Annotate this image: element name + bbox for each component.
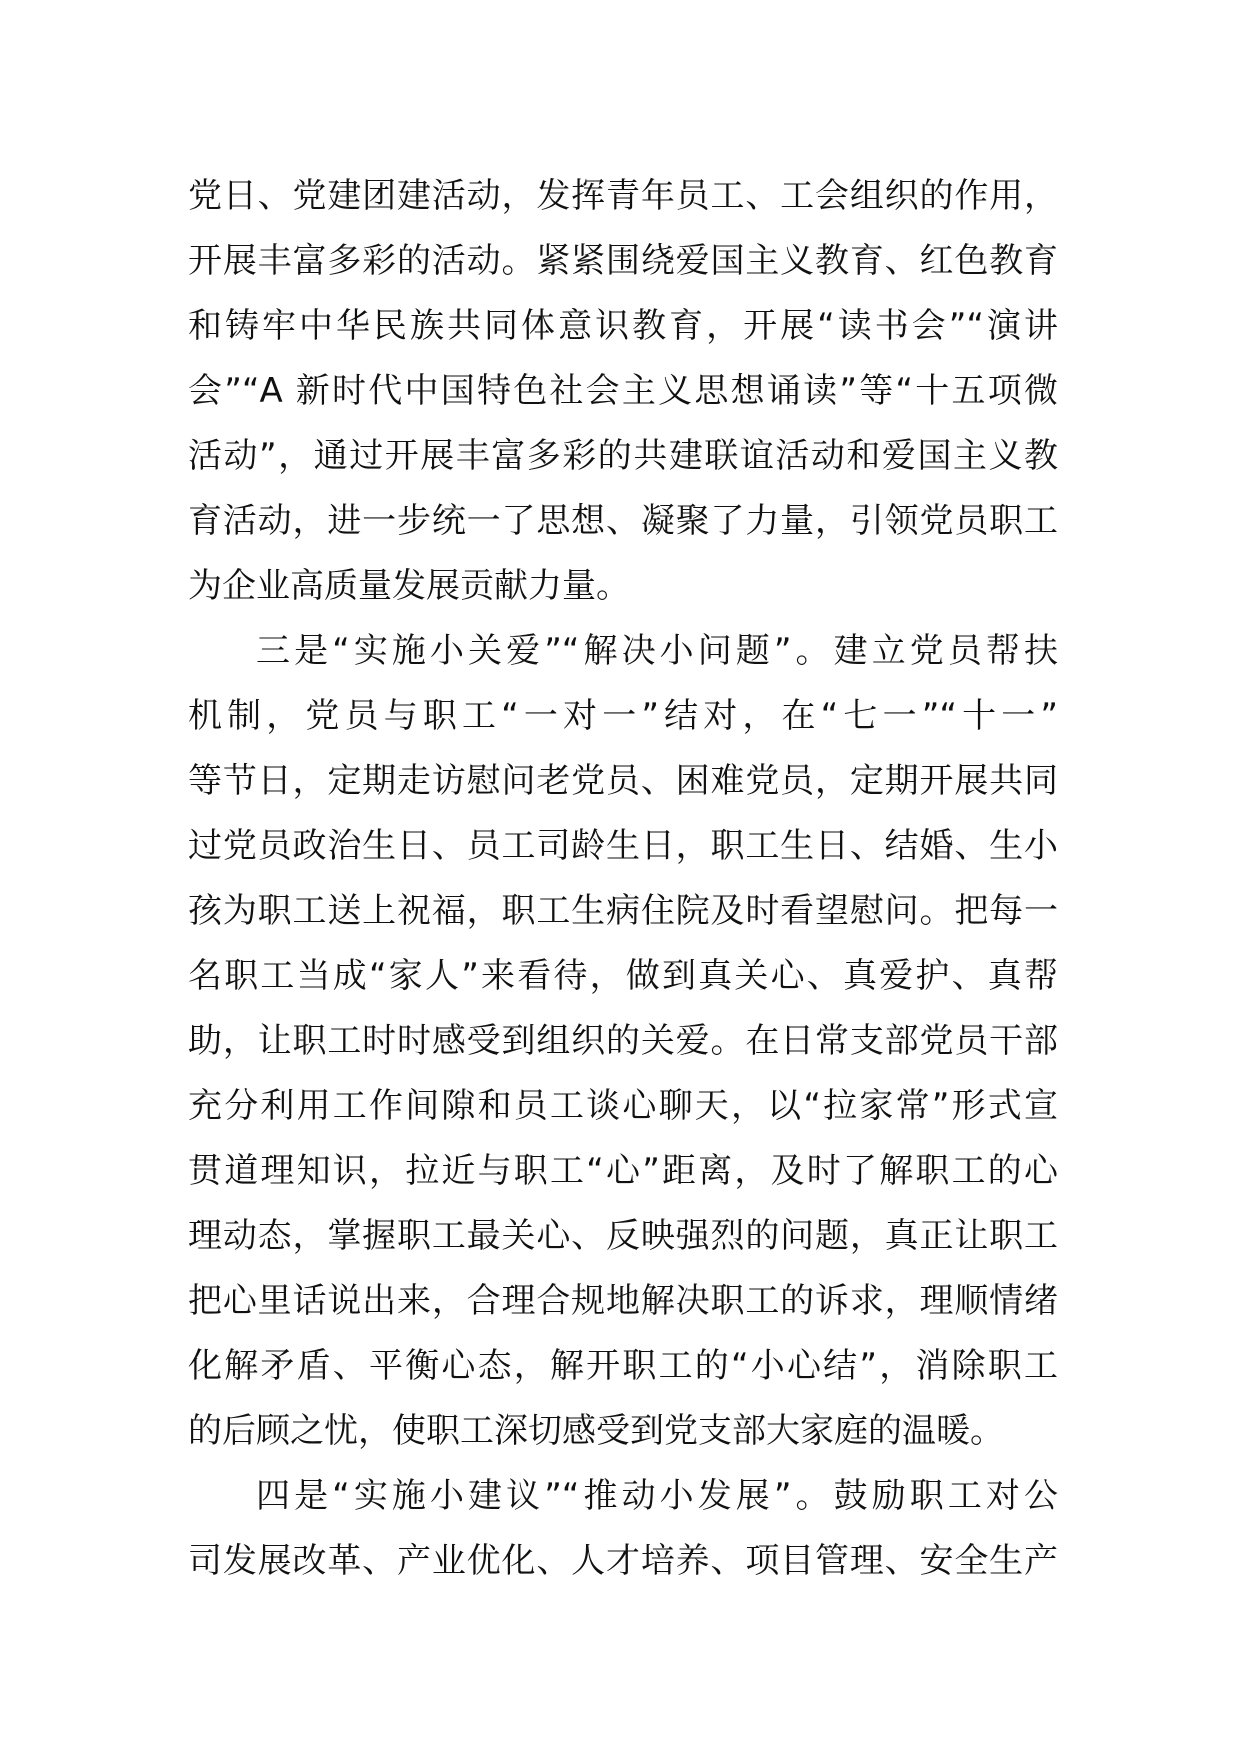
text-line: 开展丰富多彩的活动。紧紧围绕爱国主义教育、红色教育	[188, 241, 1058, 281]
text-line: 为企业高质量发展贡献力量。	[188, 566, 630, 606]
text-line: 等节日，定期走访慰问老党员、困难党员，定期开展共同	[188, 761, 1058, 801]
text-line: 机制，党员与职工“一对一”结对，在“七一”“十一”	[188, 696, 1058, 736]
text-line: 党日、党建团建活动，发挥青年员工、工会组织的作用，	[188, 176, 1058, 216]
text-line: 化解矛盾、平衡心态，解开职工的“小心结”，消除职工	[188, 1346, 1058, 1386]
text-line: 名职工当成“家人”来看待，做到真关心、真爱护、真帮	[188, 956, 1058, 996]
text-line: 四是“实施小建议”“推动小发展”。鼓励职工对公	[256, 1476, 1058, 1516]
text-line: 的后顾之忧，使职工深切感受到党支部大家庭的温暖。	[188, 1411, 1004, 1451]
text-line: 过党员政治生日、员工司龄生日，职工生日、结婚、生小	[188, 826, 1058, 866]
text-line: 助，让职工时时感受到组织的关爱。在日常支部党员干部	[188, 1021, 1058, 1061]
text-line: 会”“A 新时代中国特色社会主义思想诵读”等“十五项微	[188, 371, 1058, 411]
text-line: 育活动，进一步统一了思想、凝聚了力量，引领党员职工	[188, 501, 1058, 541]
text-line: 贯道理知识，拉近与职工“心”距离，及时了解职工的心	[188, 1151, 1058, 1191]
text-line: 孩为职工送上祝福，职工生病住院及时看望慰问。把每一	[188, 891, 1058, 931]
text-line: 把心里话说出来，合理合规地解决职工的诉求，理顺情绪	[188, 1281, 1058, 1321]
text-line: 司发展改革、产业优化、人才培养、项目管理、安全生产	[188, 1541, 1058, 1581]
text-line: 三是“实施小关爱”“解决小问题”。建立党员帮扶	[256, 631, 1058, 671]
text-line: 活动”，通过开展丰富多彩的共建联谊活动和爱国主义教	[188, 436, 1058, 476]
text-line: 和铸牢中华民族共同体意识教育，开展“读书会”“演讲	[188, 306, 1058, 346]
text-line: 理动态，掌握职工最关心、反映强烈的问题，真正让职工	[188, 1216, 1058, 1256]
body-text	[188, 164, 1058, 1594]
text-line: 充分利用工作间隙和员工谈心聊天，以“拉家常”形式宣	[188, 1086, 1058, 1126]
